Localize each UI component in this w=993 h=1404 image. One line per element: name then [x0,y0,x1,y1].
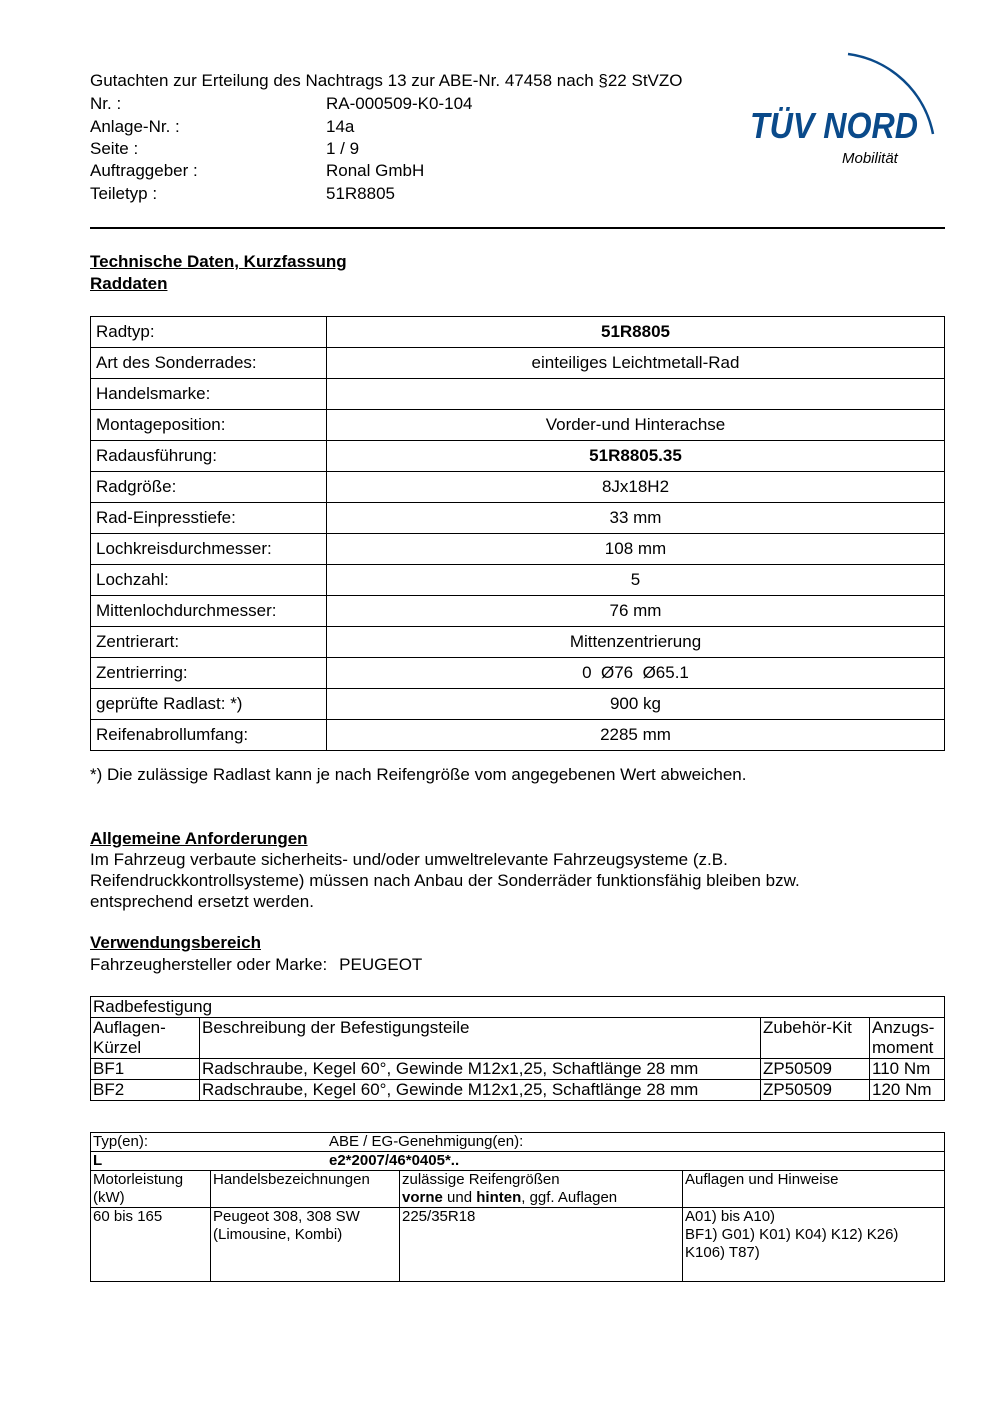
row-label: Montageposition: [91,410,327,441]
row-label: Mittenlochdurchmesser: [91,596,327,627]
table-row [91,348,945,379]
row-label: Lochkreisdurchmesser: [91,534,327,565]
row-value: Vorder-und Hinterachse [327,410,945,441]
row-label: Rad-Einpresstiefe: [91,503,327,534]
manufacturer-value: PEUGEOT [339,955,423,974]
row-value: 900 kg [327,689,945,720]
header-line: zulässige Reifengrößen [402,1171,560,1188]
header-row-nr [90,93,472,115]
row-label: Handelsmarke: [91,379,327,410]
row-value: 8Jx18H2 [327,472,945,503]
raddaten-table [90,316,945,751]
torque-cell: 110 Nm [870,1059,945,1080]
table-row [91,1133,945,1152]
allgemein-text: Im Fahrzeug verbaute sicherheits- und/oder umweltrelevante Fahrzeugsysteme (z.B. Reifendruckkontrollsysteme) müssen nach Anbau der Sonderräder funktionsfähig bleiben bzw. entsprechend ersetzt werden. [90,850,800,911]
header-row-seite [90,138,359,160]
row-value: 51R8805.35 [327,441,945,472]
manufacturer-line [90,954,950,975]
header-text: , ggf. Auflagen [521,1189,618,1206]
header-label: Anlage-Nr. : [90,117,180,136]
power-cell: 60 bis 165 [91,1208,211,1282]
names-cell [211,1208,400,1282]
row-label: Radausführung: [91,441,327,472]
header-line: Auflagen- [93,1018,166,1037]
typ-header-cell [91,1133,945,1152]
row-value: 33 mm [327,503,945,534]
verwendung-title: Verwendungsbereich [90,933,261,952]
table-row [91,689,945,720]
table-row [91,596,945,627]
header-value: 14a [326,117,355,136]
table-row [91,627,945,658]
header-divider [90,227,945,229]
typ-label: Typ(en): [93,1133,149,1150]
row-label: Zentrierart: [91,627,327,658]
table-row [91,534,945,565]
befestigung-title: Radbefestigung [91,997,945,1018]
header-line: moment [872,1038,934,1057]
row-label: Radgröße: [91,472,327,503]
desc-cell: Radschraube, Kegel 60°, Gewinde M12x1,25, Schaftlänge 28 mm [200,1080,761,1101]
allgemein-title: Allgemeine Anforderungen [90,829,308,848]
row-value [327,379,945,410]
torque-cell: 120 Nm [870,1080,945,1101]
row-label: Art des Sonderrades: [91,348,327,379]
table-row [91,441,945,472]
table-row [91,410,945,441]
header-row-teiletyp [90,183,395,205]
header-label: Auftraggeber : [90,161,198,180]
kit-cell: ZP50509 [761,1080,870,1101]
column-header [400,1171,683,1208]
column-header: Handelsbezeichnungen [211,1171,400,1208]
typ-value-cell [91,1152,945,1171]
header-value: 51R8805 [326,184,396,203]
row-value: 2285 mm [327,720,945,751]
name-line: Peugeot 308, 308 SW [213,1208,360,1225]
tyres-cell: 225/35R18 [400,1208,683,1282]
row-label: Reifenabrollumfang: [91,720,327,751]
table-header-row [91,1018,945,1059]
row-label: geprüfte Radlast: *) [91,689,327,720]
logo-sub: Mobilität [842,150,898,167]
code-cell: BF2 [91,1080,200,1101]
header-text: und [442,1189,477,1206]
logo-brand: TÜV NORD [750,105,918,146]
column-header: Zubehör-Kit [761,1018,870,1059]
header-bold: vorne [402,1189,443,1206]
column-header: Auflagen und Hinweise [683,1171,945,1208]
row-value: 108 mm [327,534,945,565]
row-value: 0 Ø76 Ø65.1 [327,658,945,689]
desc-cell: Radschraube, Kegel 60°, Gewinde M12x1,25, Schaftlänge 28 mm [200,1059,761,1080]
tuv-nord-logo-icon [748,46,948,172]
column-header [91,1171,211,1208]
column-header [870,1018,945,1059]
typen-table [90,1132,945,1282]
table-header-row [91,1171,945,1208]
note-line: K106) T87) [685,1244,760,1261]
header-row-anlage [90,116,354,138]
header-label: Teiletyp : [90,184,158,203]
header-line: (kW) [93,1189,125,1206]
tech-subtitle: Raddaten [90,274,168,293]
header-bold: hinten [476,1189,522,1206]
table-row [91,1208,945,1282]
row-label: Zentrierring: [91,658,327,689]
column-header: Beschreibung der Befestigungsteile [200,1018,761,1059]
header-label: Nr. : [90,94,122,113]
table-row [91,379,945,410]
row-value: Mittenzentrierung [327,627,945,658]
name-line: (Limousine, Kombi) [213,1226,343,1243]
row-label: Radtyp: [91,317,327,348]
table-row [91,472,945,503]
note-line: A01) bis A10) [685,1208,776,1225]
notes-cell [683,1208,945,1282]
radbefestigung-table [90,996,945,1101]
table-row [91,997,945,1018]
header-line: Kürzel [93,1038,142,1057]
row-label: Lochzahl: [91,565,327,596]
radlast-footnote: *) Die zulässige Radlast kann je nach Reifengröße vom angegebenen Wert abweichen. [90,765,747,784]
row-value: 51R8805 [327,317,945,348]
abe-label: ABE / EG-Genehmigung(en): [329,1133,524,1150]
header-value: RA-000509-K0-104 [326,94,473,113]
manufacturer-label: Fahrzeughersteller oder Marke: [90,955,328,974]
column-header [91,1018,200,1059]
table-row [91,1059,945,1080]
table-row [91,1080,945,1101]
header-value: 1 / 9 [326,139,360,158]
table-row [91,503,945,534]
table-row [91,317,945,348]
row-value: 5 [327,565,945,596]
row-value: einteiliges Leichtmetall-Rad [327,348,945,379]
table-row [91,565,945,596]
table-row [91,658,945,689]
code-cell: BF1 [91,1059,200,1080]
kit-cell: ZP50509 [761,1059,870,1080]
header-label: Seite : [90,139,139,158]
header-line: Motorleistung [93,1171,184,1188]
tech-title: Technische Daten, Kurzfassung [90,252,347,271]
header-row-auftraggeber [90,160,424,182]
abe-value: e2*2007/46*0405*.. [329,1152,460,1169]
document-title: Gutachten zur Erteilung des Nachtrags 13 zur ABE-Nr. 47458 nach §22 StVZO [90,71,683,90]
header-line: Anzugs- [872,1018,935,1037]
typ-value: L [93,1152,103,1169]
row-value: 76 mm [327,596,945,627]
note-line: BF1) G01) K01) K04) K12) K26) [685,1226,899,1243]
header-value: Ronal GmbH [326,161,425,180]
table-row [91,1152,945,1171]
table-row [91,720,945,751]
